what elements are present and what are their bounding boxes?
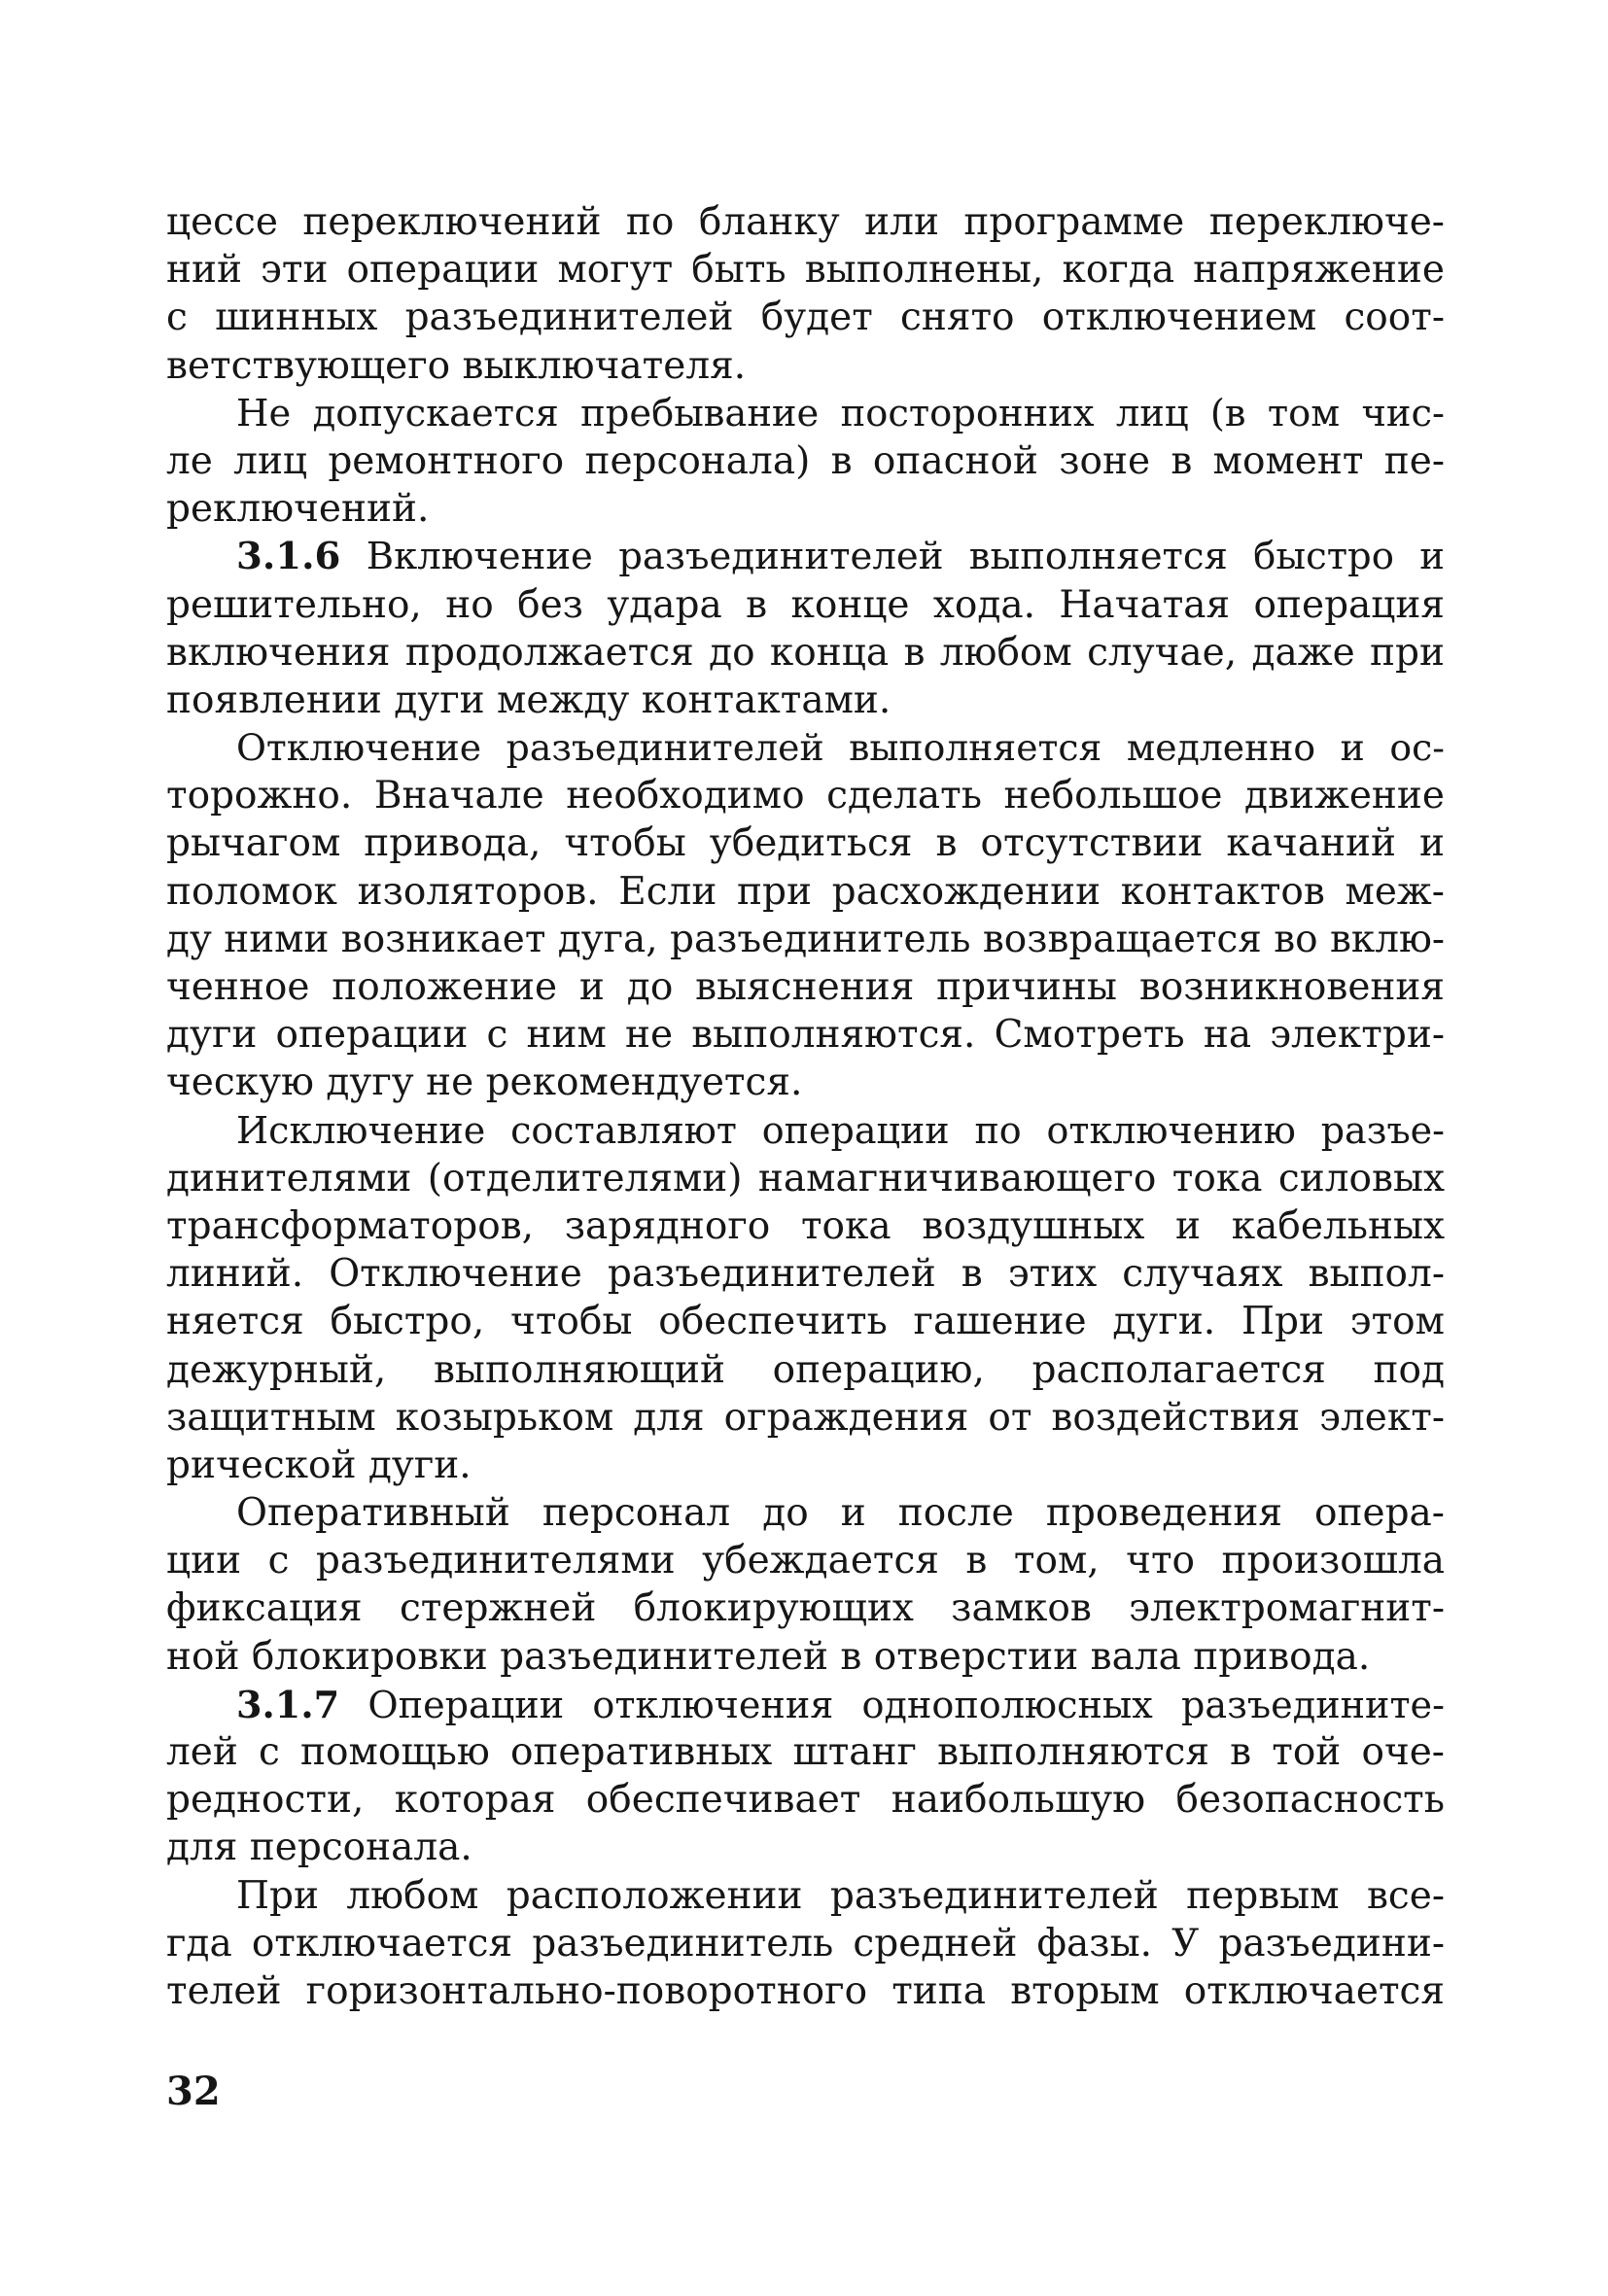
line-text: динителями (отделителями) намагничивающего тока силовых [166, 1156, 1445, 1200]
text-line [166, 1202, 1445, 1250]
line-text: телей горизонтально-поворотного типа вторым отключается [166, 1968, 1445, 2013]
paragraph [166, 1107, 1445, 1490]
text-line [166, 1776, 1445, 1824]
line-text: защитным козырьком для ограждения от воздействия элект- [166, 1395, 1445, 1440]
text-line [166, 1250, 1445, 1298]
text-line [166, 1489, 1445, 1537]
text-line [166, 1681, 1445, 1728]
text-line [166, 1155, 1445, 1202]
line-text: появлении дуги между контактами. [166, 678, 891, 722]
line-text: ле лиц ремонтного персонала) в опасной зоне в момент пе- [166, 438, 1445, 483]
text-line [166, 916, 1445, 963]
text-line [166, 1872, 1445, 1920]
line-text: решительно, но без удара в конце хода. Начатая операция [166, 582, 1445, 627]
text-line [166, 677, 1445, 724]
line-text: поломок изоляторов. Если при расхождении контактов меж- [166, 869, 1445, 914]
text-line [166, 437, 1445, 485]
text-line [166, 1920, 1445, 1967]
line-text: редности, которая обеспечивает наибольшую безопасность [166, 1778, 1445, 1823]
line-text: фиксация стержней блокирующих замков электромагнит- [166, 1586, 1445, 1631]
line-text: ции с разъединителями убеждается в том, что произошла [166, 1539, 1445, 1583]
paragraph [166, 1681, 1445, 1872]
text-line [166, 629, 1445, 677]
text-line [166, 342, 1445, 390]
line-text: няется быстро, чтобы обеспечить гашение дуги. При этом [166, 1300, 1445, 1344]
text-line [166, 485, 1445, 533]
text-line [166, 533, 1445, 580]
line-text: цессе переключений по бланку или программе переключе- [166, 200, 1445, 244]
text-line [166, 1537, 1445, 1584]
text-line [166, 294, 1445, 341]
line-text: дежурный, выполняющий операцию, располагается под [166, 1347, 1445, 1392]
text-line [166, 1346, 1445, 1394]
line-text: реключений. [166, 487, 430, 532]
line-text: лей с помощью оперативных штанг выполняются в той оче- [166, 1730, 1445, 1774]
line-text: рычагом привода, чтобы убедиться в отсутствии качаний и [166, 821, 1445, 866]
text-line [166, 1107, 1445, 1155]
text-line [166, 1298, 1445, 1345]
line-text: ветствующего выключателя. [166, 343, 747, 388]
line-text: рической дуги. [166, 1443, 472, 1487]
line-text: Включение разъединителей выполняется быстро и [366, 535, 1446, 579]
line-text: ний эти операции могут быть выполнены, когда напряжение [166, 248, 1445, 293]
line-text: ду ними возникает дуга, разъединитель возвращается во вклю- [166, 917, 1445, 961]
text-line [166, 581, 1445, 629]
line-text: с шинных разъединителей будет снято отключением соот- [166, 296, 1445, 340]
text-line [166, 198, 1445, 246]
paragraph [166, 724, 1445, 1107]
paragraph [166, 533, 1445, 724]
text-line [166, 390, 1445, 437]
text-line [166, 819, 1445, 867]
page-number: 32 [166, 2069, 221, 2114]
paragraph [166, 390, 1445, 534]
body-text [166, 198, 1445, 2015]
line-text: гда отключается разъединитель средней фазы. У разъедини- [166, 1921, 1445, 1966]
text-line [166, 246, 1445, 294]
text-line [166, 868, 1445, 916]
paragraph [166, 1489, 1445, 1681]
text-line [166, 1967, 1445, 2015]
line-text: включения продолжается до конца в любом случае, даже при [166, 630, 1445, 675]
text-line [166, 963, 1445, 1011]
line-text: Не допускается пребывание посторонних лиц (в том чис- [236, 391, 1445, 435]
line-text: торожно. Вначале необходимо сделать небольшое движение [166, 774, 1445, 818]
line-text: Исключение составляют операции по отключению разъе- [236, 1108, 1445, 1152]
text-line [166, 1011, 1445, 1059]
line-text: ческую дугу не рекомендуется. [166, 1061, 803, 1105]
line-text: Отключение разъединителей выполняется медленно и ос- [236, 726, 1445, 770]
line-text: трансформаторов, зарядного тока воздушных и кабельных [166, 1203, 1445, 1248]
text-line [166, 1824, 1445, 1871]
text-line [166, 1584, 1445, 1632]
line-text: для персонала. [166, 1826, 472, 1870]
text-line [166, 1442, 1445, 1489]
line-text: Оперативный персонал до и после проведения опера- [236, 1491, 1445, 1536]
line-text: При любом расположении разъединителей первым все- [236, 1873, 1445, 1918]
line-text: Операции отключения однополюсных разъедините- [367, 1683, 1445, 1726]
line-text: ченное положение и до выяснения причины возникновения [166, 965, 1445, 1009]
text-line [166, 1633, 1445, 1681]
line-text: ной блокировки разъединителей в отверстии вала привода. [166, 1634, 1371, 1679]
text-line [166, 1728, 1445, 1776]
paragraph [166, 198, 1445, 390]
line-text: дуги операции с ним не выполняются. Смотреть на электри- [166, 1013, 1445, 1058]
text-line [166, 1394, 1445, 1442]
text-line [166, 772, 1445, 819]
text-line [166, 724, 1445, 772]
text-line [166, 1059, 1445, 1106]
paragraph [166, 1872, 1445, 2016]
section-number: 3.1.6 [236, 535, 341, 579]
section-number: 3.1.7 [236, 1682, 340, 1726]
line-text: линий. Отключение разъединителей в этих случаях выпол- [166, 1252, 1445, 1297]
